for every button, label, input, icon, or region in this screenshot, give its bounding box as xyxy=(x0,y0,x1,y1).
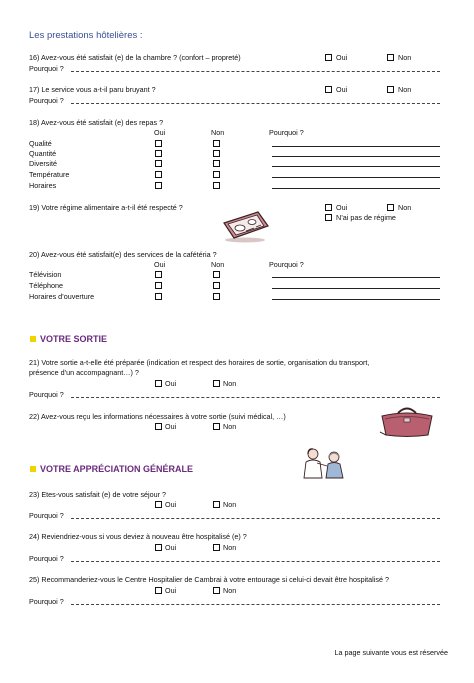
q22-oui-label: Oui xyxy=(165,422,177,431)
q24-non-checkbox[interactable] xyxy=(213,544,220,551)
q25-non-checkbox[interactable] xyxy=(213,587,220,594)
q17-oui-checkbox[interactable] xyxy=(325,86,332,93)
q24-pourquoi-label: Pourquoi ? xyxy=(29,554,64,563)
q20-row1-non-checkbox[interactable] xyxy=(213,271,220,278)
q22-non-checkbox[interactable] xyxy=(213,423,220,430)
q17-oui-label: Oui xyxy=(336,85,348,94)
q19-oui-checkbox[interactable] xyxy=(325,204,332,211)
q23-pourquoi-label: Pourquoi ? xyxy=(29,511,64,520)
section-bullet xyxy=(30,336,36,342)
q18-row2-non-checkbox[interactable] xyxy=(213,150,220,157)
doctor-patient-illustration xyxy=(300,447,348,479)
q20-row-label: Horaires d’ouverture xyxy=(29,292,95,301)
q23-pourquoi-line[interactable] xyxy=(71,518,440,519)
q19-pas-regime-checkbox[interactable] xyxy=(325,214,332,221)
question-21-line2: présence d’un accompagnant…) ? xyxy=(29,368,139,377)
question-19: 19) Votre régime alimentaire a-t-il été respecté ? xyxy=(29,203,183,212)
q19-oui-label: Oui xyxy=(336,203,348,212)
question-17: 17) Le service vous a-t-il paru bruyant ? xyxy=(29,85,156,94)
q18-row-label: Qualité xyxy=(29,139,52,148)
q18-row3-non-checkbox[interactable] xyxy=(213,160,220,167)
q23-non-checkbox[interactable] xyxy=(213,501,220,508)
q18-row-label: Diversité xyxy=(29,159,57,168)
q21-non-checkbox[interactable] xyxy=(213,380,220,387)
question-18: 18) Avez-vous été satisfait (e) des repas ? xyxy=(29,118,164,127)
meal-tray-illustration xyxy=(218,209,272,243)
section-title: Les prestations hôtelières : xyxy=(29,30,143,41)
question-22: 22) Avez-vous reçu les informations nécessaires à votre sortie (suivi médical, …) xyxy=(29,412,286,421)
q21-non-label: Non xyxy=(223,379,237,388)
q16-pourquoi-label: Pourquoi ? xyxy=(29,64,64,73)
q18-row5-pourquoi-line[interactable] xyxy=(272,188,440,189)
question-25: 25) Recommanderiez-vous le Centre Hospitalier de Cambrai à votre entourage si celui-ci devait être hospitalisé ? xyxy=(29,575,389,584)
q18-row5-oui-checkbox[interactable] xyxy=(155,182,162,189)
q18-row1-non-checkbox[interactable] xyxy=(213,140,220,147)
q20-row3-pourquoi-line[interactable] xyxy=(272,299,440,300)
footer-note: La page suivante vous est réservée xyxy=(334,648,448,657)
q20-row3-non-checkbox[interactable] xyxy=(213,293,220,300)
q24-non-label: Non xyxy=(223,543,237,552)
q18-row-label: Température xyxy=(29,170,70,179)
q21-oui-checkbox[interactable] xyxy=(155,380,162,387)
q16-pourquoi-line[interactable] xyxy=(71,71,440,72)
question-23: 23) Etes-vous satisfait (e) de votre séjour ? xyxy=(29,490,167,499)
q18-oui-header: Oui xyxy=(154,128,166,137)
q19-non-checkbox[interactable] xyxy=(387,204,394,211)
q25-pourquoi-label: Pourquoi ? xyxy=(29,597,64,606)
q16-non-checkbox[interactable] xyxy=(387,54,394,61)
q20-row-label: Téléphone xyxy=(29,281,63,290)
q20-row1-pourquoi-line[interactable] xyxy=(272,277,440,278)
q20-non-header: Non xyxy=(211,260,225,269)
q18-row5-non-checkbox[interactable] xyxy=(213,182,220,189)
q24-pourquoi-line[interactable] xyxy=(71,561,440,562)
q18-row4-pourquoi-line[interactable] xyxy=(272,177,440,178)
q17-pourquoi-line[interactable] xyxy=(71,103,440,104)
q18-row4-non-checkbox[interactable] xyxy=(213,171,220,178)
q20-row-label: Télévision xyxy=(29,270,62,279)
q25-non-label: Non xyxy=(223,586,237,595)
q18-row2-oui-checkbox[interactable] xyxy=(155,150,162,157)
q18-row1-oui-checkbox[interactable] xyxy=(155,140,162,147)
q21-oui-label: Oui xyxy=(165,379,177,388)
q25-oui-label: Oui xyxy=(165,586,177,595)
medical-bag-illustration xyxy=(376,404,438,438)
q16-oui-label: Oui xyxy=(336,53,348,62)
q18-row2-pourquoi-line[interactable] xyxy=(272,156,440,157)
q19-non-label: Non xyxy=(398,203,412,212)
question-20: 20) Avez-vous été satisfait(e) des services de la cafétéria ? xyxy=(29,250,217,259)
q21-pourquoi-line[interactable] xyxy=(71,397,440,398)
q17-pourquoi-label: Pourquoi ? xyxy=(29,96,64,105)
q20-pourquoi-header: Pourquoi ? xyxy=(269,260,304,269)
section-bullet xyxy=(30,466,36,472)
appreciation-title: VOTRE APPRÉCIATION GÉNÉRALE xyxy=(40,464,194,474)
q18-non-header: Non xyxy=(211,128,225,137)
q19-pas-regime-label: N’ai pas de régime xyxy=(336,213,396,222)
q18-row3-pourquoi-line[interactable] xyxy=(272,166,440,167)
q20-row2-non-checkbox[interactable] xyxy=(213,282,220,289)
question-21-line1: 21) Votre sortie a-t-elle été préparée (indication et respect des horaires de sortie, organisation du transport, xyxy=(29,358,370,367)
q24-oui-label: Oui xyxy=(165,543,177,552)
q20-row3-oui-checkbox[interactable] xyxy=(155,293,162,300)
q22-non-label: Non xyxy=(223,422,237,431)
q18-row4-oui-checkbox[interactable] xyxy=(155,171,162,178)
q18-row-label: Horaires xyxy=(29,181,57,190)
q18-row1-pourquoi-line[interactable] xyxy=(272,146,440,147)
q18-row3-oui-checkbox[interactable] xyxy=(155,160,162,167)
q20-oui-header: Oui xyxy=(154,260,166,269)
sortie-title: VOTRE SORTIE xyxy=(40,334,108,344)
q22-oui-checkbox[interactable] xyxy=(155,423,162,430)
q21-pourquoi-label: Pourquoi ? xyxy=(29,390,64,399)
q23-non-label: Non xyxy=(223,500,237,509)
question-24: 24) Reviendriez-vous si vous deviez à nouveau être hospitalisé (e) ? xyxy=(29,532,247,541)
q20-row1-oui-checkbox[interactable] xyxy=(155,271,162,278)
q17-non-checkbox[interactable] xyxy=(387,86,394,93)
q20-row2-pourquoi-line[interactable] xyxy=(272,288,440,289)
q20-row2-oui-checkbox[interactable] xyxy=(155,282,162,289)
q17-non-label: Non xyxy=(398,85,412,94)
q16-oui-checkbox[interactable] xyxy=(325,54,332,61)
q24-oui-checkbox[interactable] xyxy=(155,544,162,551)
question-16: 16) Avez-vous été satisfait (e) de la chambre ? (confort – propreté) xyxy=(29,53,241,62)
q23-oui-checkbox[interactable] xyxy=(155,501,162,508)
q25-oui-checkbox[interactable] xyxy=(155,587,162,594)
q23-oui-label: Oui xyxy=(165,500,177,509)
q18-pourquoi-header: Pourquoi ? xyxy=(269,128,304,137)
q25-pourquoi-line[interactable] xyxy=(71,604,440,605)
q16-non-label: Non xyxy=(398,53,412,62)
q18-row-label: Quantité xyxy=(29,149,57,158)
